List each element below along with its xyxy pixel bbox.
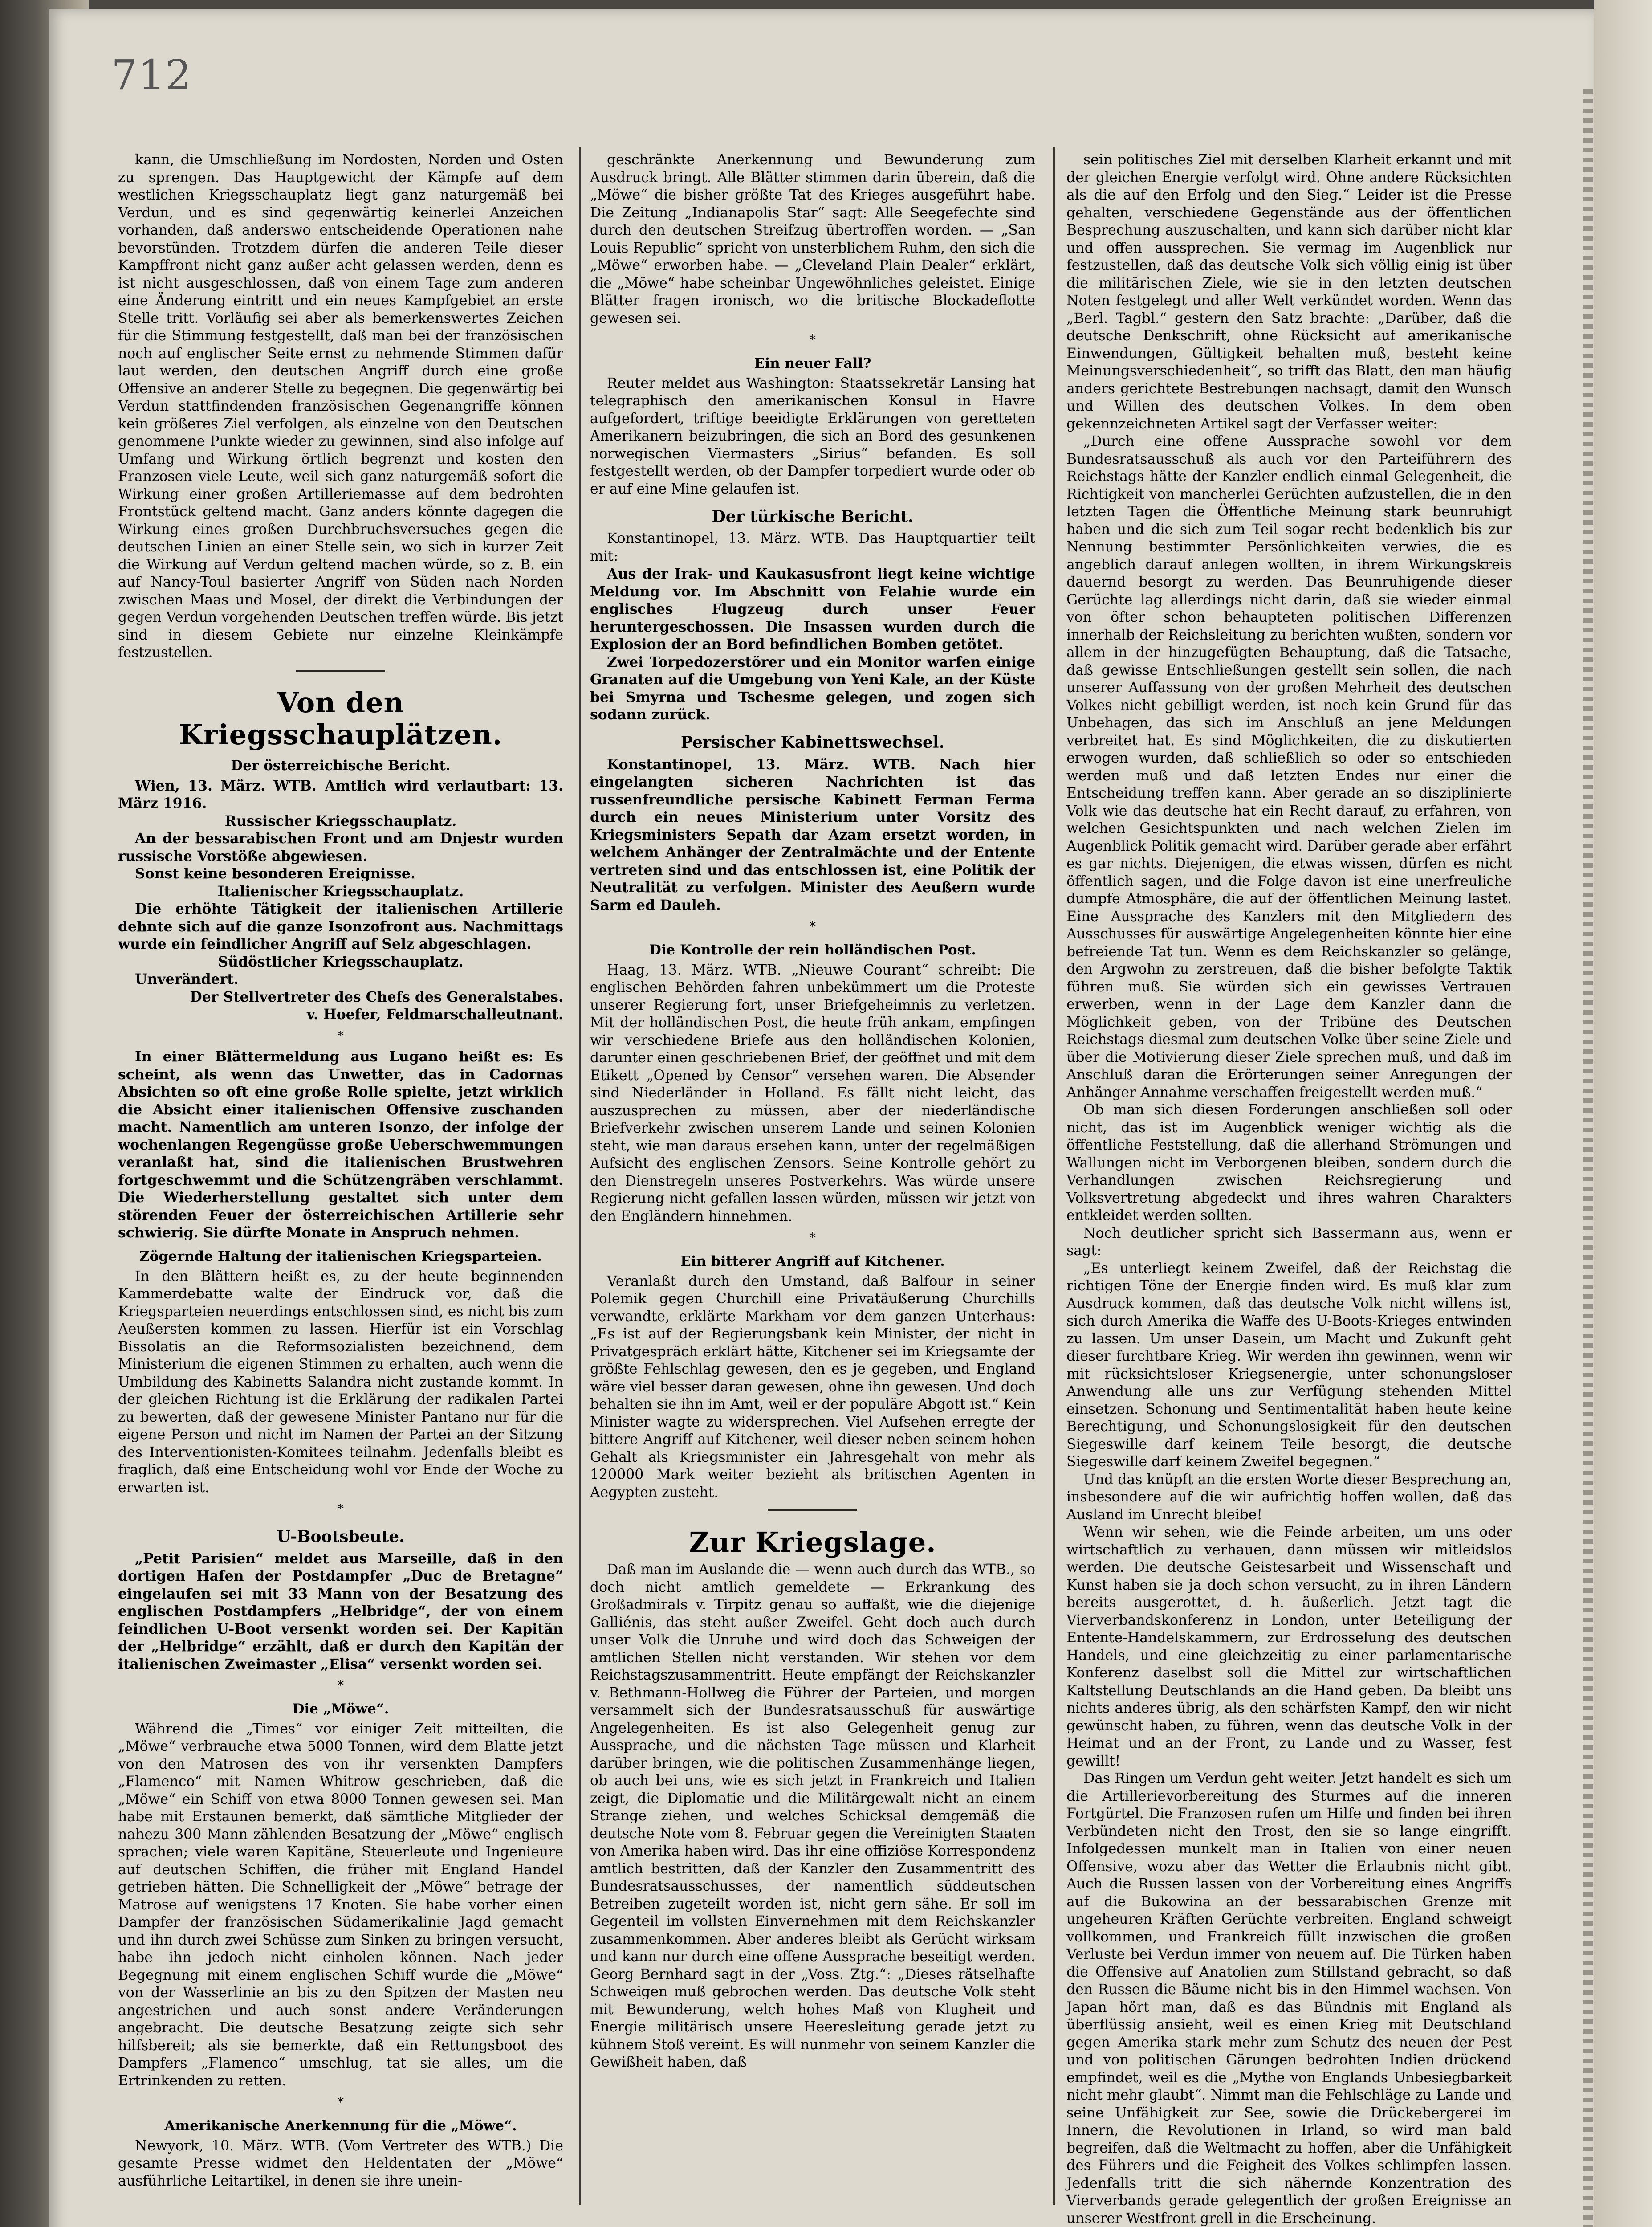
- separator: *: [338, 1678, 344, 1693]
- article-paragraph: Newyork, 10. März. WTB. (Vom Vertreter des WTB.) Die gesamte Presse widmet den Heldentaten der „Möwe“ ausführliche Leitartikel, in denen sie ihre unein-: [118, 2137, 563, 2189]
- article-paragraph: Veranlaßt durch den Umstand, daß Balfour in seiner Polemik gegen Churchill eine Privatäußerung Churchills verwandte, erklärte Markham vor dem ganzen Unterhaus: „Es ist auf der Regierungsbank kein Minister, der nicht in Privatgespräch erklärt hätte, Kitchener sei im Kriegsamte der größte Fehlschlag gewesen, den es je gegeben, und England wäre viel besser daran gewesen, ohne ihn gewesen. Und doch behalten sie ihn im Amt, weil er der populäre Abgott ist.“ Kein Minister wagte zu widersprechen. Viel Aufsehen erregte der bittere Angriff auf Kitchener, weil dieser neben seinem hohen Gehalt als Kriegsminister ein Jahresgehalt von mehr als 120000 Mark weiter bezieht als britischen Agenten in Aegypten zusteht.: [590, 1273, 1035, 1501]
- section-heading: Von den Kriegsschauplätzen.: [179, 686, 503, 751]
- article-paragraph: „Durch eine offene Aussprache sowohl vor dem Bundesratsausschuß als auch vor den Parteiführern des Reichstags hätte der Kanzler endlich einmal Gelegenheit, die Richtigkeit von mancherlei Gerüchten aufzustellen, die in den letzten Tagen die Öffentliche Meinung stark beunruhigt haben und die sich zum Teil sogar recht bedenklich bis zur Nennung bestimmter Persönlichkeiten verwies, die es angeblich darauf anlegen wollten, in ihrem Wirkungskreis dauernd besorgt zu werden. Das Beunruhigende dieser Gerüchte lag allerdings nicht darin, daß sie wieder einmal von öfter schon behaupteten politischen Differenzen innerhalb der Reichsleitung zu berichten wußten, sondern vor allem in der hinzugefügten Behauptung, daß die Tatsache, daß gewisse Entschließungen gestellt sein sollen, die nach unserer Auffassung von der großen Mehrheit des deutschen Volkes nicht gebilligt werden, ist noch kein Grund für das Unbehagen, das sich im Anschluß an jene Meldungen verbreitet hat. Es sind Möglichkeiten, die zu diskutierten erwogen wurden, daß schließlich so oder so entschieden werden muß und daß letzten Endes nur einer die Entscheidung treffen kann. Aber gerade an so disziplinierte Volk wie das deutsche hat ein Recht darauf, zu erfahren, von welchen Gesichtspunkten und nach welchen Zielen im Augenblick Politik gemacht wird. Darüber gerade aber erfährt es gar nichts. Diejenigen, die etwas wissen, dürfen es nicht öffentlich sagen, und die Folge davon ist eine unerfreuliche dumpfe Atmosphäre, die auf der öffentlichen Meinung lastet. Eine Aussprache des Kanzlers mit den Mitgliedern des Ausschusses für auswärtige Angelegenheiten könnte hier eine befreiende Tat tun. Wenn es dem Reichskanzler so gelänge, den Argwohn zu zerstreuen, daß die bisher befolgte Taktik führen muß. Sie würden sich ein gewisses Vertrauen erwerben, wenn in der Lage dem Kanzler dann die Möglichkeit geben, von der Tribüne des Deutschen Reichstags diesmal zum deutschen Volke über seine Ziele und über die Motivierung dieser Ziele sprechen muß, und daß im Anschluß daran die Erörterungen seiner Anregungen der Anhänger Annahme verschaffen freigestellt werden muß.“: [1066, 433, 1512, 1101]
- subheading: Zögernde Haltung der italienischen Kriegsparteien.: [139, 1248, 542, 1264]
- article-paragraph: An der bessarabischen Front und am Dnjestr wurden russische Vorstöße abgewiesen.: [118, 830, 563, 865]
- side-margin-strip: [1583, 89, 1593, 2227]
- article-paragraph: Aus der Irak- und Kaukasusfront liegt keine wichtige Meldung vor. Im Abschnitt von Felahie wurde ein englisches Flugzeug durch unser Feuer heruntergeschossen. Die Insassen wurden durch die Explosion der an Bord befindlichen Bomben getötet.: [590, 566, 1035, 653]
- subheading: Der türkische Bericht.: [712, 507, 914, 526]
- article-paragraph: Und das knüpft an die ersten Worte dieser Besprechung an, insbesondere auf die wir aufrichtig hoffen wollen, daß das Ausland im Unrecht bleibe!: [1066, 1471, 1512, 1523]
- divider: [768, 1509, 857, 1511]
- article-paragraph: Konstantinopel, 13. März. WTB. Nach hier eingelangten sicheren Nachrichten ist das russenfreundliche persische Kabinett Ferman Ferma durch ein neues Ministerium unter Vorsitz des Kriegsministers Sepath dar Azam ersetzt worden, in welchem Anhänger der Zentralmächte und der Entente vertreten sind und das entschlossen ist, eine Politik der Neutralität zu verfolgen. Minister des Aeußern wurde Sarm ed Dauleh.: [590, 756, 1035, 914]
- column-1: [118, 151, 563, 2190]
- subheading: Die „Möwe“.: [292, 1701, 389, 1717]
- separator: *: [810, 332, 816, 347]
- article-paragraph: geschränkte Anerkennung und Bewunderung zum Ausdruck bringt. Alle Blätter stimmen darin überein, daß die „Möwe“ die bisher größte Tat des Krieges ausgeführt habe. Die Zeitung „Indianapolis Star“ sagt: Alle Seegefechte sind durch den deutschen Streifzug übertroffen worden. — „San Louis Republic“ spricht von unsterblichem Ruhm, den sich die „Möwe“ erworben habe. — „Cleveland Plain Dealer“ erklärt, die „Möwe“ habe scheinbar Ungewöhnliches geleistet. Einige Blätter fragen ironisch, wo die britische Blockadeflotte gewesen sei.: [590, 152, 1035, 326]
- article-paragraph: Zwei Torpedozerstörer und ein Monitor warfen einige Granaten auf die Umgebung von Yeni Kale, an der Küste bei Smyrna und Tschesme gelegen, und zogen sich sodann zurück.: [590, 653, 1035, 723]
- article-paragraph: In den Blättern heißt es, zu der heute beginnenden Kammerdebatte walte der Eindruck vor, daß die Kriegsparteien neuerdings entschlossen sind, es nicht bis zum Aeußersten kommen zu lassen. Hierfür ist ein Vorschlag Bissolatis an die Reformsozialisten bezeichnend, dem Ministerium die eigenen Stimmen zu erhalten, auch wenn die Umbildung des Kabinetts Salandra nicht zustande kommt. In der gleichen Richtung ist die Erklärung der radikalen Partei zu bewerten, daß der gewesene Minister Pantano nur für die eigene Person und nicht im Namen der Partei an der Sitzung des Interventionisten-Komitees teilnahm. Jedenfalls bleibt es fraglich, daß eine Entscheidung wohl vor Ende der Woche zu erwarten ist.: [118, 1268, 563, 1496]
- article-paragraph: Die erhöhte Tätigkeit der italienischen Artillerie dehnte sich auf die ganze Isonzofront aus. Nachmittags wurde ein feindlicher Angriff auf Selz abgeschlagen.: [118, 901, 563, 952]
- separator: *: [810, 919, 816, 934]
- signature: Der Stellvertreter des Chefs des Generalstabes.: [190, 988, 563, 1005]
- binding-edge: [1594, 0, 1652, 2227]
- dateline: Konstantinopel, 13. März. WTB. Das Hauptquartier teilt mit:: [590, 530, 1035, 564]
- separator: *: [338, 1028, 344, 1043]
- article-paragraph: „Es unterliegt keinem Zweifel, daß der Reichstag die richtigen Töne der Energie finden wird. Es muß klar zum Ausdruck kommen, daß das deutsche Volk nicht willens ist, sich durch Amerika die Waffe des U-Boots-Krieges entwinden zu lassen. Um unser Dasein, um Macht und Zukunft geht dieser furchtbare Krieg. Wir werden ihn gewinnen, wenn wir mit rücksichtsloser Kriegsenergie, unter schonungsloser Anwendung alle uns zur Verfügung stehenden Mittel einsetzen. Schonung und Sentimentalität haben heute keine Berechtigung, und Schonungslosigkeit für den deutschen Siegeswille darf keinem Teile besorgt, die deutsche Siegeswille darf keinem Zweifel begegnen.“: [1066, 1260, 1512, 1470]
- separator: *: [810, 1230, 816, 1245]
- article-paragraph: Wenn wir sehen, wie die Feinde arbeiten, um uns oder wirtschaftlich zu verhauen, dann müssen wir mitleidslos werden. Die deutsche Geistesarbeit und Wissenschaft und Kunst haben sie ja doch schon versucht, zu in ihren Ländern bereits ausgerottet, d. h. äußerlich. Jetzt tagt die Vierverbandskonferenz in London, unter Beteiligung der Entente-Handelskammern, zur Erdrosselung des deutschen Handels, und eine gleichzeitig zu einer parlamentarische Konferenz daselbst soll die Mittel zur wirtschaftlichen Kaltstellung Deutschlands an die Hand geben. Da bleibt uns nichts anderes übrig, als den schärfsten Kampf, den wir nicht gewünscht haben, zu führen, wenn das deutsche Volk in der Heimat und an der Front, zu Lande und zu Wasser, fest gewillt!: [1066, 1524, 1512, 1769]
- separator: *: [338, 1501, 344, 1516]
- subheading: Amerikanische Anerkennung für die „Möwe“.: [164, 2117, 517, 2134]
- article-paragraph: Daß man im Auslande die — wenn auch durch das WTB., so doch nicht amtlich gemeldete — Erkrankung des Großadmirals v. Tirpitz genau so auffaßt, wie die diejenige Galliénis, das steht außer Zweifel. Geht doch auch durch unser Volk die Unruhe und wird doch das Schweigen der amtlichen Stellen nicht verstanden. Wir stehen vor dem Reichstagszusammentritt. Heute empfängt der Reichskanzler v. Bethmann-Hollweg die Führer der Parteien, und morgen versammelt sich der Bundesratsausschuß für auswärtige Angelegenheiten. Es ist also Gelegenheit genug zur Aussprache, und die nächsten Tage müssen und Klarheit darüber bringen, wie die politischen Zusammenhänge liegen, ob auch bei uns, wie es sich jetzt in Frankreich und Italien zeigt, die Diplomatie und die Militärgewalt nicht an einem Strange ziehen, und welches Schicksal demgemäß die deutsche Note vom 8. Februar gegen die Vereinigten Staaten von Amerika haben wird. Das ihr eine offiziöse Korrespondenz amtlich bestritten, daß der Kanzler den Zusammentritt des Bundesratsausschusses, der namentlich süddeutschen Betreiben zugeteilt worden ist, nicht gern sähe. Er soll im Gegenteil im vollsten Einvernehmen mit dem Reichskanzler zusammenkommen. Aber anderes bleibt als Gerücht wirksam und kann nur durch eine offene Aussprache beseitigt werden. Georg Bernhard sagt in der „Voss. Ztg.“: „Dieses rätselhafte Schweigen muß gebrochen werden. Das deutsche Volk steht mit Bewunderung, welch hohes Maß von Klugheit und Energie militärisch unsere Heeresleitung gerade jetzt zu kühnem Stoß vereint. Es will nunmehr von seinem Kanzler die Gewißheit haben, daß: [590, 1562, 1035, 2070]
- subheading: Persischer Kabinettswechsel.: [680, 733, 945, 752]
- article-paragraph: sein politisches Ziel mit derselben Klarheit erkannt und mit der gleichen Energie verfolgt wird. Ohne andere Rücksichten als die auf den Erfolg und den Sieg.“ Leider ist die Presse gehalten, verschiedene Gegenstände aus der öffentlichen Besprechung auszuschalten, und kann sich darüber nicht klar und offen aussprechen. Sie vermag im Augenblick nur festzustellen, daß das deutsche Volk sich völlig einig ist über die militärischen Ziele, wie sie in den letzten deutschen Noten festgelegt und aller Welt verkündet worden. Wenn das „Berl. Tagbl.“ gestern den Satz brachte: „Darüber, daß die deutsche Denkschrift, ohne Rücksicht auf amerikanische Einwendungen, Gültigkeit behalten muß, besteht keine Meinungsverschiedenheit“, so trifft das Blatt, den man häufig anders gerichtete Bestrebungen nachsagt, damit den Wunsch und Willen des deutschen Volkes. In dem oben gekennzeichneten Artikel sagt der Verfasser weiter:: [1066, 152, 1512, 432]
- page-number: 712: [111, 51, 192, 99]
- dateline: Wien, 13. März. WTB. Amtlich wird verlautbart: 13. März 1916.: [118, 777, 563, 812]
- article-paragraph: Noch deutlicher spricht sich Bassermann aus, wenn er sagt:: [1066, 1225, 1512, 1259]
- subheading: Die Kontrolle der rein holländischen Post.: [649, 942, 977, 958]
- column-rule: [579, 147, 581, 2205]
- subheading: U-Bootsbeute.: [277, 1527, 405, 1546]
- subheading: Der österreichische Bericht.: [231, 757, 451, 774]
- front-title: Russischer Kriegsschauplatz.: [224, 812, 457, 829]
- column-2: [590, 151, 1035, 2072]
- article-paragraph: Reuter meldet aus Washington: Staatssekretär Lansing hat telegraphisch den amerikanischen Konsul in Havre aufgefordert, triftige beeidigte Erklärungen von geretteten Amerikanern beizubringen, die sich an Bord des gesunkenen norwegischen Viermasters „Sirius“ befanden. Es soll festgestellt werden, ob der Dampfer torpediert wurde oder ob er auf eine Mine gelaufen ist.: [590, 375, 1035, 497]
- article-paragraph: Unverändert.: [135, 971, 239, 987]
- article-paragraph: kann, die Umschließung im Nordosten, Norden und Osten zu sprengen. Das Hauptgewicht der Kämpfe auf dem westlichen Kriegsschauplatz liegt ganz naturgemäß bei Verdun, und es sind gegenwärtig keinerlei Anzeichen vorhanden, daß anderswo entscheidende Operationen nahe bevorstünden. Trotzdem dürfen die anderen Teile dieser Kampffront nicht ganz außer acht gelassen werden, denn es ist nicht ausgeschlossen, daß von einem Tage zum anderen eine Änderung eintritt und ein neues Kampfgebiet an erste Stelle tritt. Vorläufig sei aber als bemerkenswertes Zeichen für die Stimmung festgestellt, daß man bei der französischen noch auf englischer Seite ernst zu nehmende Stimmen dafür laut werden, den deutschen Angriff durch eine große Offensive an anderer Stelle zu begegnen. Die gegenwärtig bei Verdun stattfindenden französischen Gegenangriffe können kein größeres Ziel verfolgen, als einzelne von den Deutschen genommene Punkte wieder zu gewinnen, sind also infolge auf Umfang und Wirkung örtlich begrenzt und kosten den Franzosen viele Leute, weil sich ganz naturgemäß sofort die Wirkung einer großen Artilleriemasse auf dem bedrohten Frontstück geltend macht. Ganz anders könnte dagegen die Wirkung eines großen Durchbruchsversuches gegen die deutschen Linien an einer Stelle sein, wo sich in kurzer Zeit die Wirkung auf Verdun geltend machen würde, so z. B. ein auf Nancy-Toul basierter Angriff von Süden nach Norden zwischen Maas und Mosel, der direkt die Verbindungen der gegen Verdun vorgehenden Deutschen treffen würde. Bis jetzt sind in diesem Gebiete nur einzelne Kleinkämpfe festzustellen.: [118, 152, 563, 661]
- article-paragraph: Ob man sich diesen Forderungen anschließen soll oder nicht, das ist im Augenblick weniger wichtig als die öffentliche Feststellung, daß die allerhand Strömungen und Wallungen nicht im Verborgenen bleiben, sondern durch die Verhandlungen zwischen Reichsregierung und Volksvertretung abgedeckt und ihres wahren Charakters entkleidet werden sollten.: [1066, 1102, 1512, 1224]
- separator: *: [338, 2095, 344, 2109]
- section-heading: Zur Kriegslage.: [689, 1526, 936, 1558]
- article-paragraph: Während die „Times“ vor einiger Zeit mitteilten, die „Möwe“ verbrauche etwa 5000 Tonnen, wird dem Blatte jetzt von den Matrosen des von ihr versenkten Dampfers „Flamenco“ mit Namen Whitrow geschrieben, daß die „Möwe“ ein Schiff von etwa 8000 Tonnen gewesen sei. Man habe mit Erstaunen bemerkt, daß sämtliche Mitglieder der nahezu 300 Mann zählenden Besatzung der „Möwe“ englisch sprachen; viele waren Kapitäne, Steuerleute und Ingenieure auf deutschen Schiffen, die früher mit England Handel getrieben hätten. Die Schnelligkeit der „Möwe“ betrage der Matrose auf wenigstens 17 Knoten. Sie habe vorher einen Dampfer der französischen Südamerikalinie Jagd gemacht und ihn durch zwei Schüsse zum Sinken zu bringen versucht, habe ihn jedoch nicht einholen können. Nach jeder Begegnung mit einem englischen Schiff wurde die „Möwe“ von der Wasserlinie an bis zu den Spitzen der Masten neu angestrichen und auch sonst andere Veränderungen angebracht. Die deutsche Besatzung zeigte sich sehr hilfsbereit; als sie bemerkte, daß ein Rettungsboot des Dampfers „Flamenco“ umschlug, tat sie alles, um die Ertrinkenden zu retten.: [118, 1721, 563, 2089]
- subheading: Ein bitterer Angriff auf Kitchener.: [680, 1253, 945, 1269]
- article-paragraph: Sonst keine besonderen Ereignisse.: [135, 865, 415, 882]
- front-title: Italienischer Kriegsschauplatz.: [217, 883, 464, 900]
- signature: v. Hoefer, Feldmarschalleutnant.: [306, 1006, 563, 1023]
- subheading: Ein neuer Fall?: [754, 355, 871, 371]
- column-3: [1066, 151, 1512, 2227]
- article-paragraph: Das Ringen um Verdun geht weiter. Jetzt handelt es sich um die Artillerievorbereitung des Sturmes auf die inneren Fortgürtel. Die Franzosen rufen um Hilfe und finden bei ihren Verbündeten nicht den Trost, den sie so lange eingrifft. Infolgedessen munkelt man in Italien von einer neuen Offensive, wozu aber das Wetter die Erlaubnis nicht gibt. Auch die Russen lassen von der Vorbereitung eines Angriffs auf die Bukowina an der bessarabischen Grenze mit ungeheuren Kräften Gerüchte verbreiten. England schweigt vollkommen, und Frankreich füllt inzwischen die großen Verluste bei Verdun immer von neuem auf. Die Türken haben die Offensive auf Anatolien zum Stillstand gebracht, so daß den Russen die Bäume nicht bis in den Himmel wachsen. Von Japan hört man, daß es das Bündnis mit England als überflüssig ansieht, weil es einen Krieg mit Deutschland gegen Amerika stark mehr zum Schutz des neuen der Pest und von politischen Gärungen bedrohten Indien drückend empfindet, weil es die „Mythe von Englands Unbesiegbarkeit nicht mehr glaubt“. Nimmt man die Fehlschläge zu Lande und seine Unfähigkeit zur See, sowie die Drückebergerei im Innern, die Revolutionen in Irland, so wird man bald begreifen, daß die Weltmacht zu hoffen, aber die Unfähigkeit des Führers und die Feigheit des Volkes schlimpfen lassen. Jedenfalls tritt die sich nähernde Konzentration des Vierverbands gerade gelegentlich der großen Ereignisse an unserer Westfront grell in die Erscheinung.: [1066, 1770, 1512, 2227]
- column-rule: [1053, 147, 1055, 2205]
- divider: [296, 670, 385, 672]
- article-paragraph: „Petit Parisien“ meldet aus Marseille, daß in den dortigen Hafen der Postdampfer „Duc de Bretagne“ eingelaufen sei mit 33 Mann von der Besatzung des englischen Postdampfers „Helbridge“, der von einem feindlichen U-Boot versenkt worden sei. Der Kapitän der „Helbridge“ erzählt, daß er durch den Kapitän der italienischen Zweimaster „Elisa“ versenkt worden sei.: [118, 1550, 563, 1672]
- article-paragraph: Haag, 13. März. WTB. „Nieuwe Courant“ schreibt: Die englischen Behörden fahren unbekümmert um die Proteste unserer Regierung fort, unser Briefgeheimnis zu verletzen. Mit der holländischen Post, die heute früh ankam, empfingen wir verschiedene Briefe aus den holländischen Kolonien, darunter einen geschriebenen Brief, der geöffnet und mit dem Etikett „Opened by Censor“ versehen waren. Die Absender sind Niederländer in Holland. Es fällt nicht leicht, das auszusprechen zu müssen, aber der niederländische Briefverkehr zwischen unserem Lande und seinen Kolonien steht, wie man daraus ersehen kann, unter der regelmäßigen Aufsicht des englischen Zensors. Seine Kontrolle gehört zu den Dienstregeln unseres Postverkehrs. Was würde unsere Regierung nicht gefallen lassen würden, müssen wir jetzt von den Engländern hinnehmen.: [590, 962, 1035, 1224]
- article-paragraph: In einer Blättermeldung aus Lugano heißt es: Es scheint, als wenn das Unwetter, das in Cadornas Absichten so oft eine große Rolle spielte, jetzt wirklich die Absicht einer italienischen Offensive zuschanden macht. Namentlich am unteren Isonzo, der infolge der wochenlangen Regengüsse große Ueberschwemmungen veranlaßt hat, sind die italienischen Brustwehren fortgeschwemmt und die Schützengräben verschlammt. Die Wiederherstellung gestaltet sich unter dem störenden Feuer der österreichischen Artillerie sehr schwierig. Sie dürfte Monate in Anspruch nehmen.: [118, 1048, 563, 1241]
- front-title: Südöstlicher Kriegsschauplatz.: [218, 953, 464, 970]
